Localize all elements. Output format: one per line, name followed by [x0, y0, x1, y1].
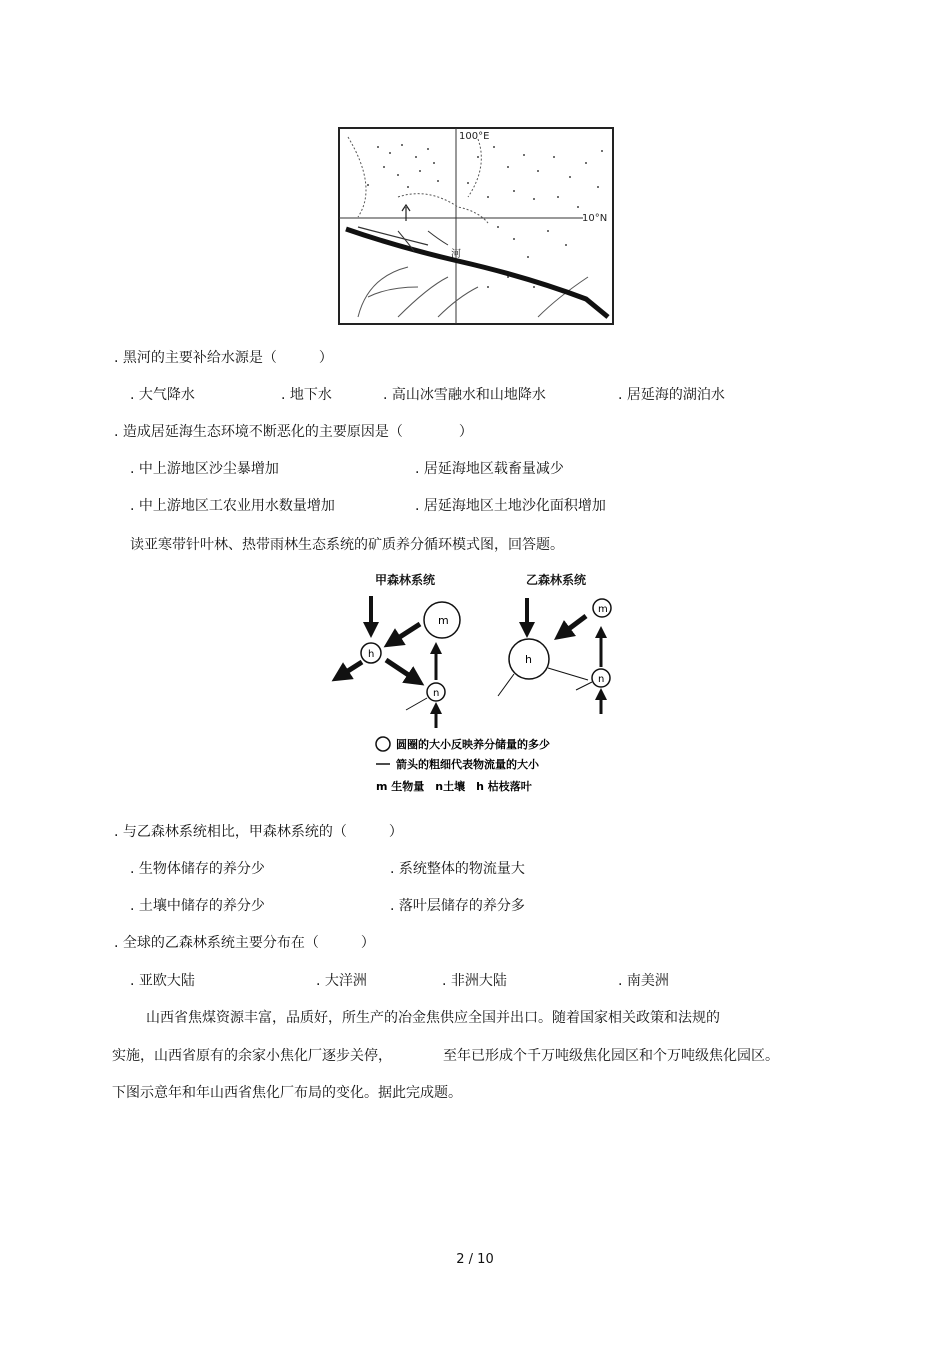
heihe-map: [338, 127, 614, 325]
q3-option-d: . 落叶层储存的养分多: [390, 898, 525, 914]
passage-line-2a: 实施，山西省原有的余家小焦化厂逐步关停，: [112, 1048, 392, 1064]
title-forest-b: 乙森林系统: [526, 573, 587, 587]
b-arrow-h-to-n: [548, 668, 588, 680]
legend-arrow-text: 箭头的粗细代表物流量的大小: [396, 758, 539, 771]
q2-option-d: . 居延海地区土地沙化面积增加: [415, 498, 606, 514]
a-node-h-label: h: [368, 649, 375, 660]
a-arrow-n-out: [406, 698, 427, 710]
passage-line-1: 山西省焦煤资源丰富，品质好，所生产的冶金焦供应全国并出口。随着国家相关政策和法规的: [146, 1010, 720, 1026]
q2-option-a: . 中上游地区沙尘暴增加: [130, 461, 279, 477]
q1-option-b: . 地下水: [281, 387, 332, 403]
q2-stem: . 造成居延海生态环境不断恶化的主要原因是（ ）: [114, 424, 473, 440]
a-arrow-h-to-n: [386, 660, 416, 680]
q3-option-b: . 系统整体的物流量大: [390, 861, 525, 877]
legend-circle-text: 圆圈的大小反映养分储量的多少: [396, 738, 550, 751]
b-node-m-label: m: [598, 604, 608, 615]
passage-line-3: 下图示意年和年山西省焦化厂布局的变化。据此完成题。: [112, 1085, 462, 1101]
longitude-label: 100°E: [459, 131, 490, 142]
b-node-n-label: n: [598, 674, 605, 685]
q1-stem: . 黑河的主要补给水源是（ ）: [114, 350, 333, 366]
a-node-m-label: m: [438, 614, 449, 627]
nutrient-cycle-diagram: [330, 568, 620, 798]
q4-stem: . 全球的乙森林系统主要分布在（ ）: [114, 935, 375, 951]
q4-option-d: . 南美洲: [618, 973, 669, 989]
q4-option-c: . 非洲大陆: [442, 973, 507, 989]
q3-option-a: . 生物体储存的养分少: [130, 861, 265, 877]
a-arrow-h-out: [340, 662, 362, 676]
b-arrow-m-to-h: [562, 616, 586, 634]
a-node-n-label: n: [433, 688, 440, 699]
q1-option-c: . 高山冰雪融水和山地降水: [383, 387, 546, 403]
q3-option-c: . 土壤中储存的养分少: [130, 898, 265, 914]
legend-symbols-text: m 生物量 n土壤 h 枯枝落叶: [376, 780, 532, 793]
q1-option-a: . 大气降水: [130, 387, 195, 403]
q1-option-d: . 居延海的湖泊水: [618, 387, 725, 403]
b-node-h-label: h: [525, 653, 532, 666]
a-arrow-m-to-h: [392, 624, 420, 642]
b-arrow-n-out: [576, 682, 592, 690]
q3-stem: . 与乙森林系统相比，甲森林系统的（ ）: [114, 824, 403, 840]
q4-option-b: . 大洋洲: [316, 973, 367, 989]
legend-circle-icon: [376, 737, 390, 751]
b-arrow-h-out: [498, 674, 514, 696]
q2-option-c: . 中上游地区工农业用水数量增加: [130, 498, 335, 514]
intro-text: 读亚寒带针叶林、热带雨林生态系统的矿质养分循环模式图，回答题。: [130, 537, 564, 553]
latitude-label: 10°N: [582, 213, 608, 224]
q2-option-b: . 居延海地区载畜量减少: [415, 461, 564, 477]
page-number: 2 / 10: [456, 1252, 494, 1267]
title-forest-a: 甲森林系统: [375, 573, 436, 587]
passage-line-2b: 至年已形成个千万吨级焦化园区和个万吨级焦化园区。: [443, 1048, 779, 1064]
q4-option-a: . 亚欧大陆: [130, 973, 195, 989]
river-label: 河: [451, 249, 461, 260]
